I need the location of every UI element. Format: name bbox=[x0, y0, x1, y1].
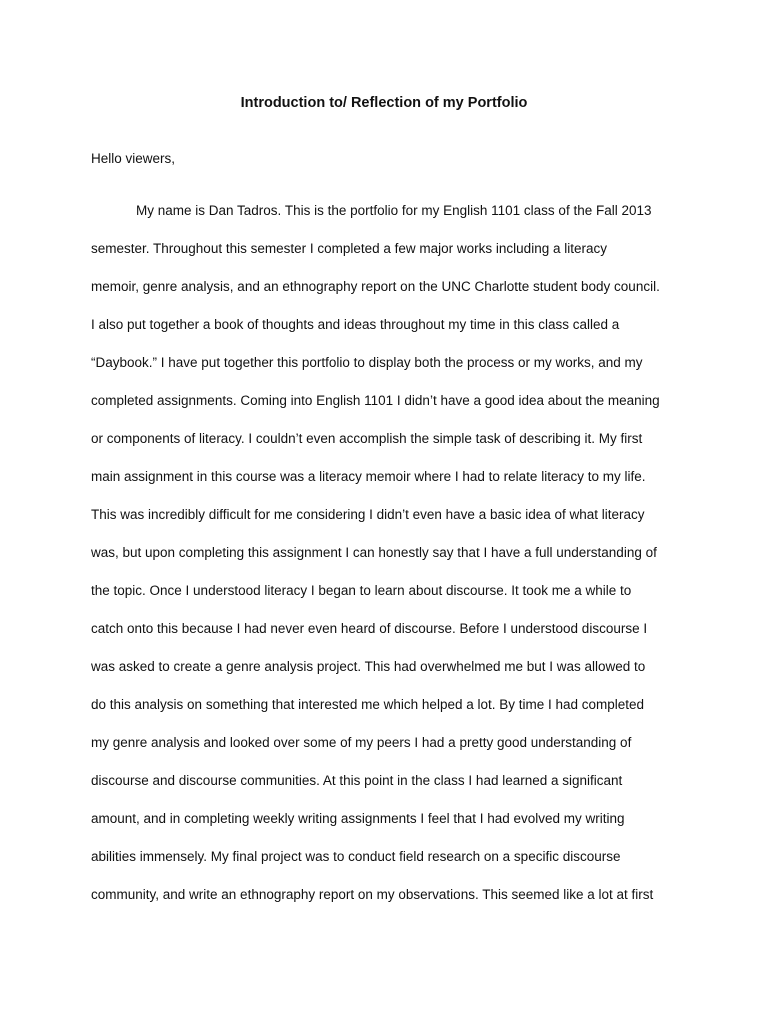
paragraph-line: I also put together a book of thoughts and ideas throughout my time in this class called a bbox=[91, 317, 620, 332]
paragraph-line: abilities immensely. My final project was to conduct field research on a specific discourse bbox=[91, 849, 621, 864]
document-title: Introduction to/ Reflection of my Portfolio bbox=[240, 95, 528, 111]
paragraph-line: was, but upon completing this assignment I can honestly say that I have a full understanding of bbox=[91, 545, 657, 560]
paragraph-line: or components of literacy. I couldn’t even accomplish the simple task of describing it. My first bbox=[91, 431, 643, 446]
paragraph-line: This was incredibly difficult for me considering I didn’t even have a basic idea of what literacy bbox=[91, 507, 645, 522]
paragraph-line: “Daybook.” I have put together this portfolio to display both the process or my works, and my bbox=[91, 355, 643, 370]
paragraph-line: main assignment in this course was a literacy memoir where I had to relate literacy to my life. bbox=[91, 469, 646, 484]
paragraph-line: catch onto this because I had never even heard of discourse. Before I understood discourse I bbox=[91, 621, 648, 636]
paragraph-line: semester. Throughout this semester I completed a few major works including a literacy bbox=[91, 241, 607, 256]
paragraph-line: do this analysis on something that interested me which helped a lot. By time I had completed bbox=[91, 697, 645, 712]
paragraph-line: amount, and in completing weekly writing assignments I feel that I had evolved my writing bbox=[91, 811, 625, 826]
paragraph-line: my genre analysis and looked over some of my peers I had a pretty good understanding of bbox=[91, 735, 632, 750]
paragraph-line: memoir, genre analysis, and an ethnography report on the UNC Charlotte student body council. bbox=[91, 279, 660, 294]
paragraph-line: discourse and discourse communities. At this point in the class I had learned a significant bbox=[91, 773, 623, 788]
paragraph-line: My name is Dan Tadros. This is the portfolio for my English 1101 class of the Fall 2013 bbox=[136, 203, 652, 218]
paragraph-line: community, and write an ethnography report on my observations. This seemed like a lot at first bbox=[91, 887, 654, 902]
greeting-text: Hello viewers, bbox=[91, 151, 176, 166]
paragraph-line: completed assignments. Coming into English 1101 I didn’t have a good idea about the meaning bbox=[91, 393, 660, 408]
paragraph-line: the topic. Once I understood literacy I began to learn about discourse. It took me a while to bbox=[91, 583, 632, 598]
paragraph-line: was asked to create a genre analysis project. This had overwhelmed me but I was allowed to bbox=[91, 659, 646, 674]
